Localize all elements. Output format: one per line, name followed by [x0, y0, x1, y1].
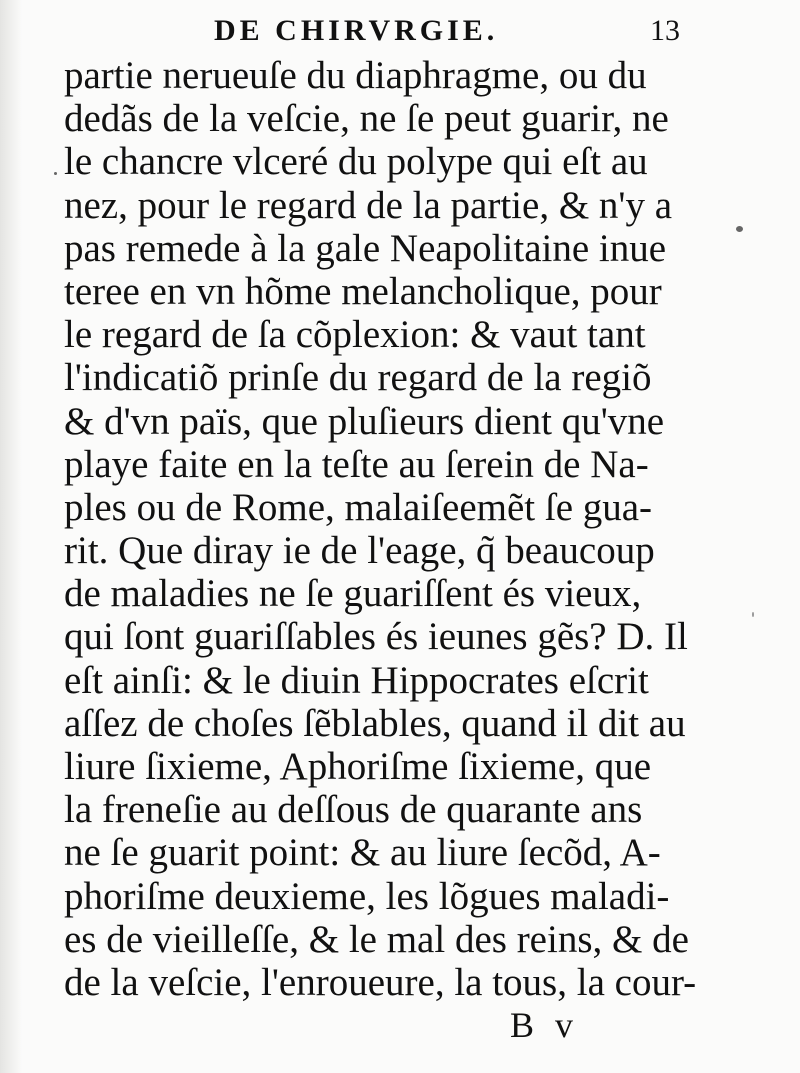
text-line: de maladies ne ſe guariſſent és vieux,	[64, 572, 642, 616]
text-line: qui ſont guariſſables és ieunes gẽs? D. Il	[64, 615, 688, 659]
page-header	[0, 12, 800, 52]
text-line: dedãs de la veſcie, ne ſe peut guarir, ne	[64, 97, 669, 141]
text-line: es de vieilleſſe, & le mal des reins, & de	[64, 917, 689, 961]
text-line: playe faite en la teſte au ſerein de Na-	[64, 442, 649, 486]
text-line: & d'vn païs, que pluſieurs dient qu'vne	[64, 399, 665, 443]
text-line: partie nerueuſe du diaphragme, ou du	[64, 54, 647, 97]
text-line: le regard de ſa cõplexion: & vaut tant	[64, 313, 646, 357]
page-number: 13	[650, 14, 680, 47]
running-title: DE CHIRVRGIE.	[214, 14, 499, 47]
text-line: teree en vn hõme melancholique, pour	[64, 269, 662, 313]
text-line: ne ſe guarit point: & au liure ſecõd, A-	[64, 831, 661, 875]
ink-speck	[54, 172, 57, 175]
text-line: phoriſme deuxieme, les lõgues maladi-	[64, 874, 670, 918]
body-text	[64, 54, 704, 1004]
text-line: rit. Que diray ie de l'eage, q̃ beaucoup	[64, 529, 655, 573]
text-line: liure ſixieme, Aphoriſme ſixieme, que	[64, 745, 652, 788]
ink-speck	[736, 226, 743, 232]
text-line: l'indicatiõ prinſe du regard de la regiõ	[64, 356, 652, 400]
signature-mark: B v	[510, 1005, 580, 1045]
text-line: le chancre vlceré du polype qui eſt au	[64, 140, 648, 184]
text-line: eſt ainſi: & le diuin Hippocrates eſcrit	[64, 658, 649, 702]
page-gutter-shadow	[0, 0, 22, 1073]
text-line: ples ou de Rome, malaiſeemẽt ſe gua-	[64, 485, 653, 529]
text-line: aſſez de choſes ſẽblables, quand il dit au	[64, 701, 686, 745]
text-line: nez, pour le regard de la partie, & n'y a	[64, 183, 673, 227]
ink-speck	[752, 612, 754, 617]
text-line: pas remede à la gale Neapolitaine inue	[64, 226, 667, 270]
text-line: la freneſie au deſſous de quarante ans	[64, 788, 643, 832]
text-line: de la veſcie, l'enroueure, la tous, la cour-	[64, 960, 697, 1004]
